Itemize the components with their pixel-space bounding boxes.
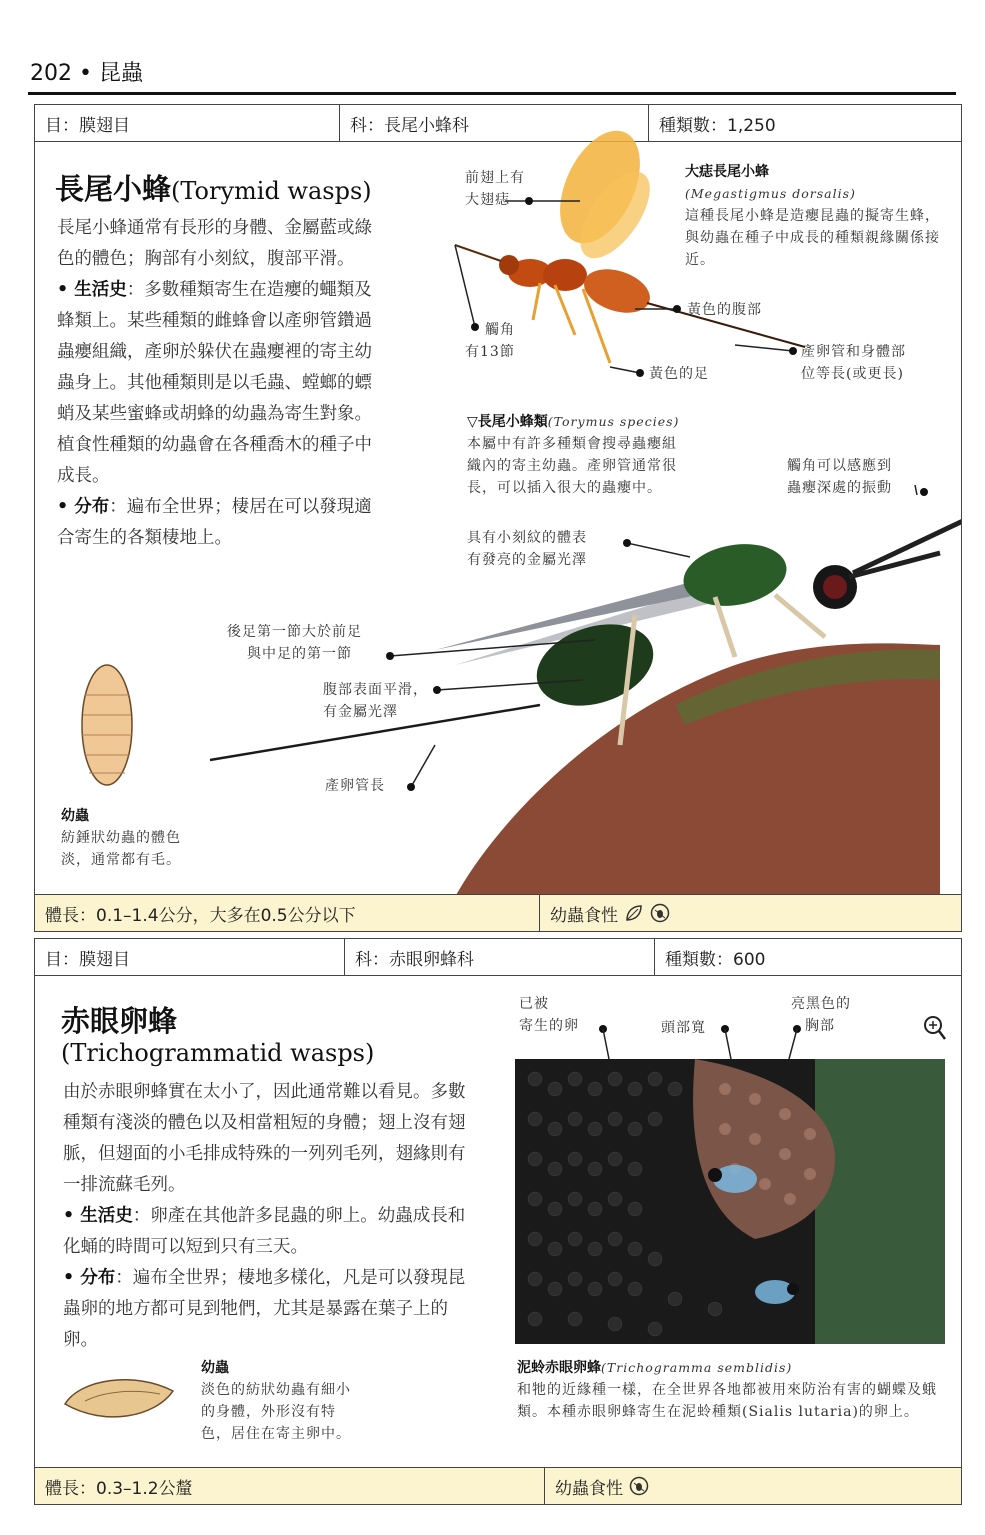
title-zh: 長尾小蜂 [55,172,172,206]
larva-caption: 幼蟲 淡色的紡狀幼蟲有細小 的身體，外形沒有特 色，居住在寄主卵中。 [201,1360,351,1442]
life-history-text: ：多數種類寄生在造癭的蠅類及蜂類上。某些種類的雌蜂會以產卵管鑽過蟲癭組織，產卵於躲伏在蟲癭裡的寄主幼蟲身上。其他種類則是以毛蟲、螳螂的螵蛸及某些蜜蜂或胡蜂的幼蟲為寄生對象。植食性種類的幼蟲會在各種喬木的種子中成長。 [57,280,372,486]
larva-drawing-2 [65,1380,173,1417]
distribution-label: • 分布 [57,497,110,517]
page-header [30,56,143,87]
annotation-antenna: 觸角 有13節 [465,322,515,360]
leaf-icon [624,903,644,923]
distribution-text: ：遍布全世界；棲居在可以發現適合寄生的各類棲地上。 [57,497,372,548]
distribution-label: • 分布 [63,1268,116,1288]
specimen1-latin: (Megastigmus dorsalis) [685,186,856,201]
specimen1-name: 大痣長尾小蜂 [685,164,769,180]
annotation-ovipositor2: 產卵管長 [325,778,385,794]
magnifier-icon [925,1017,945,1039]
larval-diet-cell [545,1468,961,1504]
annotation-thorax: 亮黑色的 胸部 [791,996,851,1034]
annotation-head: 頭部寬 [661,1020,706,1036]
specimen-latin: (Trichogramma semblidis) [601,1360,793,1375]
entry-title-en: (Trichogrammatid wasps) [61,1039,375,1067]
larva-label: 幼蟲 [201,1360,229,1376]
rock-image [455,643,940,897]
specimen1-desc: 這種長尾小蜂是造癭昆蟲的擬寄生蜂，與幼蟲在種子中成長的種類親緣關係接近。 [685,208,940,268]
specimen2-caption: ▽長尾小蜂類(Torymus species) 本屬中有許多種類會搜尋蟲癭組 織內的寄主幼蟲。產卵管通常很 長，可以插入很大的蟲癭中。 [467,414,680,496]
larva-caption: 幼蟲 紡錘狀幼蟲的體色 淡，通常都有毛。 [61,808,181,868]
description: 長尾小蜂通常有長形的身體、金屬藍或綠色的體色；胸部有小刻紋，腹部平滑。 [57,218,372,269]
order-cell: 目：膜翅目 [35,939,345,975]
title-en: (Torymid wasps) [171,177,372,205]
specimen2-name: ▽長尾小蜂類 [467,414,548,430]
family-cell: 科：長尾小蜂科 [340,105,649,141]
parasite-icon [650,903,670,923]
stats-bar [35,894,961,931]
species-count-cell: 種類數：600 [665,949,766,970]
trichogramma-photo [515,1059,945,1344]
annotation-hindleg: 後足第一節大於前足 與中足的第一節 [227,624,362,662]
distribution-text: ：遍布全世界；棲地多樣化，凡是可以發現昆蟲卵的地方都可見到牠們，尤其是暴露在葉子上的卵。 [63,1268,466,1350]
larval-diet-label: 幼蟲食性 [555,1478,623,1499]
specimen2-latin: (Torymus species) [547,414,680,429]
order-cell: 目：膜翅目 [35,105,340,141]
life-history-text: ：卵產在其他許多昆蟲的卵上。幼蟲成長和化蛹的時間可以短到只有三天。 [63,1206,466,1257]
larval-diet-cell [540,895,961,931]
stats-bar [35,1467,961,1504]
specimen-name: 泥蛉赤眼卵蜂 [517,1360,601,1376]
entry-title-zh: 赤眼卵蜂 [61,1004,178,1038]
annotation-forewing: 前翅上有 大翅痣 [465,170,525,208]
body-length-cell: 體長：0.3–1.2公釐 [35,1468,545,1504]
specimen-desc: 和牠的近緣種一樣，在全世界各地都被用來防治有害的蝴蝶及蛾類。本種赤眼卵蜂寄生在泥蛉種類(Sialis lutaria)的卵上。 [517,1382,937,1420]
larval-diet-label: 幼蟲食性 [550,905,618,926]
annotation-antenna2: 觸角可以感應到 蟲癭深處的振動 [787,458,892,496]
annotation-legs: 黃色的足 [649,366,709,382]
larva-drawing [82,665,132,785]
parasite-icon [629,1476,649,1496]
specimen1-caption [685,161,940,271]
annotation-parasitized-egg: 已被 寄生的卵 [519,996,579,1034]
family-cell: 科：赤眼卵蜂科 [345,939,655,975]
section-title: 昆蟲 [98,61,143,86]
body-length-cell: 體長：0.1–1.4公分，大多在0.5公分以下 [35,895,540,931]
specimen-caption [517,1357,947,1423]
page-number: 202 [30,61,72,86]
header-rule [28,92,956,95]
annotation-body-surface: 具有小刻紋的體表 有發亮的金屬光澤 [467,530,587,568]
entry-torymid [34,104,962,932]
life-history-label: • 生活史 [63,1206,133,1226]
annotation-abdomen2: 腹部表面平滑， 有金屬光澤 [323,682,428,720]
description: 由於赤眼卵蜂實在太小了，因此通常難以看見。多數種類有淺淡的體色以及相當粗短的身體；翅上沒有翅脈，但翅面的小毛排成特殊的一列列毛列，翅緣則有一排流蘇毛列。 [63,1082,466,1195]
annotation-ovipositor: 產卵管和身體部 位等長(或更長) [801,344,906,382]
life-history-label: • 生活史 [57,280,127,300]
header-separator: • [79,61,92,86]
entry-trichogrammatid [34,938,962,1505]
species-count-cell: 種類數：1,250 [659,115,776,136]
larva-label: 幼蟲 [61,808,89,824]
annotation-abdomen: 黃色的腹部 [687,302,762,318]
